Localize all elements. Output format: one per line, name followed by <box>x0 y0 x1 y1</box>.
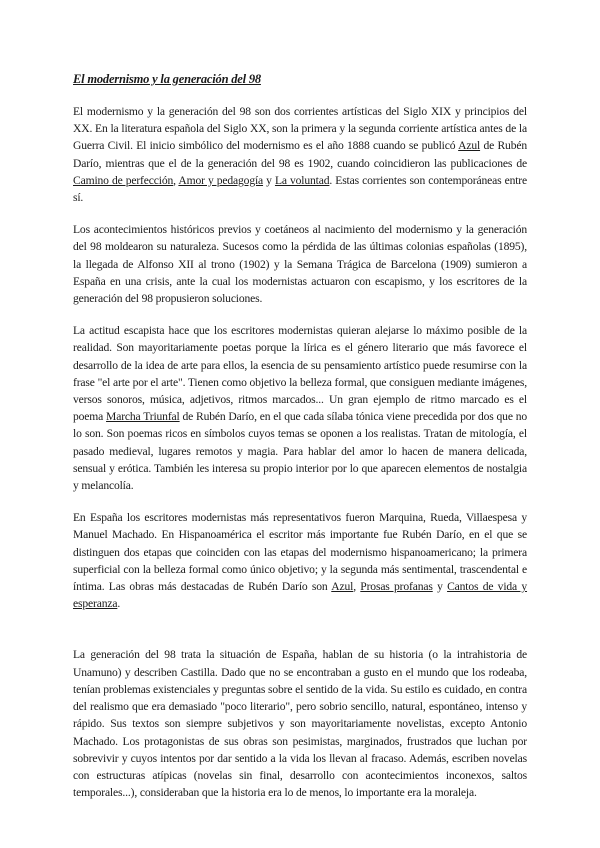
paragraph-text: de Rubén Darío, mientras que el de la generación del 98 es 1902, cuando coincidieron las publicaciones de <box>73 139 527 170</box>
paragraph-text: , <box>353 580 361 594</box>
work-title-azul: Azul <box>331 580 354 594</box>
paragraph-historical-context: Los acontecimientos históricos previos y coetáneos al nacimiento del modernismo y la generación del 98 moldearon su naturaleza. Sucesos como la pérdida de las últimas colonias españolas (1895), la llegada de Alfonso XII al trono (1902) y la Semana Trágica de Barcelona (1909) sumieron a España en una crisis, ante la cual los modernistas actuaron con escapismo, y los escritores de la generación del 98 propusieron soluciones. <box>73 223 527 306</box>
work-title-camino-de-perfeccion: Camino de perfección <box>73 173 174 187</box>
work-title-la-voluntad: La voluntad <box>274 173 330 187</box>
paragraph-modernism-traits <box>73 322 527 494</box>
paragraph-text: . Estas corrientes son contemporáneas entre sí. <box>73 173 528 205</box>
paragraph-text: y <box>263 173 275 187</box>
work-title-azul: Azul <box>458 139 481 153</box>
paragraph-text: y <box>432 580 448 594</box>
paragraph-text: , <box>173 173 179 187</box>
work-title-amor-y-pedagogia: Amor y pedagogía <box>178 173 264 187</box>
document-body <box>73 72 527 816</box>
paragraph-text: . <box>117 597 121 611</box>
document-title: El modernismo y la generación del 98 <box>73 72 261 86</box>
paragraph-text: El modernismo y la generación del 98 son dos corrientes artísticas del Siglo XIX y principios del XX. En la literatura española del Siglo XX, son la primera y la segunda corriente artística antes de la Guerra Civil. El inicio simbólico del modernismo es el año 1888 cuando se publicó <box>73 105 527 153</box>
paragraph-intro <box>73 103 527 206</box>
work-title-prosas-profanas: Prosas profanas <box>360 580 433 594</box>
paragraph-text: La actitud escapista hace que los escritores modernistas quieran alejarse lo máximo posible de la realidad. Son mayoritariamente poetas porque la lírica es el género literario que más favorece el desarrollo de la idea de arte para ellos, la esencia de su pensamiento artístico puede resumirse con la frase "el arte por el arte". Tienen como objetivo la belleza formal, que consiguen mediante imágenes, versos sonoros, música, adjetivos, ritmos marcados... Un gran ejemplo de ritmo marcado es el poema <box>73 324 527 424</box>
paragraph-text: de Rubén Darío, en el que cada sílaba tónica viene precedida por dos que no lo son. Son poemas ricos en símbolos cuyos temas se oponen a los realistas. Tratan de mitología, el pasado medieval, lugares remotos y magia. Para hablar del amor lo hacen de manera delicada, sensual y erótica. También les interesa su propio interior por lo que aparecen elementos de nostalgia y melancolía. <box>73 410 528 493</box>
work-title-cantos-de-vida-y-esperanza: Cantos de vida y esperanza <box>73 580 528 611</box>
paragraph-text: En España los escritores modernistas más representativos fueron Marquina, Rueda, Villaespesa y Manuel Machado. En Hispanoamérica el escritor más importante fue Rubén Darío, en el que se distinguen dos etapas que coinciden con las etapas del modernismo hispanoamericano; la primera superficial con la belleza formal como único objetivo; y la segunda más sentimental, trascendental e íntima. Las obras más destacadas de Rubén Darío son <box>73 511 527 594</box>
paragraph-modernist-authors <box>73 509 527 612</box>
work-title-marcha-triunfal: Marcha Triunfal <box>106 410 180 424</box>
paragraph-generation-98: La generación del 98 trata la situación de España, hablan de su historia (o la intrahistoria de Unamuno) y describen Castilla. Dado que no se encontraban a gusto en el mundo que los rodeaba, tenían problemas existenciales y preguntas sobre el sentido de la vida. Su estilo es cuidado, en contra del realismo que era demasiado "poco literario", pero sobrio sencillo, natural, espontáneo, intenso y rápido. Sus textos son siempre subjetivos y son mayoritariamente novelistas, excepto Antonio Machado. Los protagonistas de sus obras son pesimistas, marginados, frustrados que luchan por sobrevivir y cuyos intentos por dar sentido a la vida los llevan al fracaso. Además, escriben novelas con estructuras atípicas (novelas sin final, desarrollo con acontecimientos inconexos, saltos temporales...), consideraban que la historia era lo de menos, lo importante era la moraleja. <box>73 648 527 800</box>
